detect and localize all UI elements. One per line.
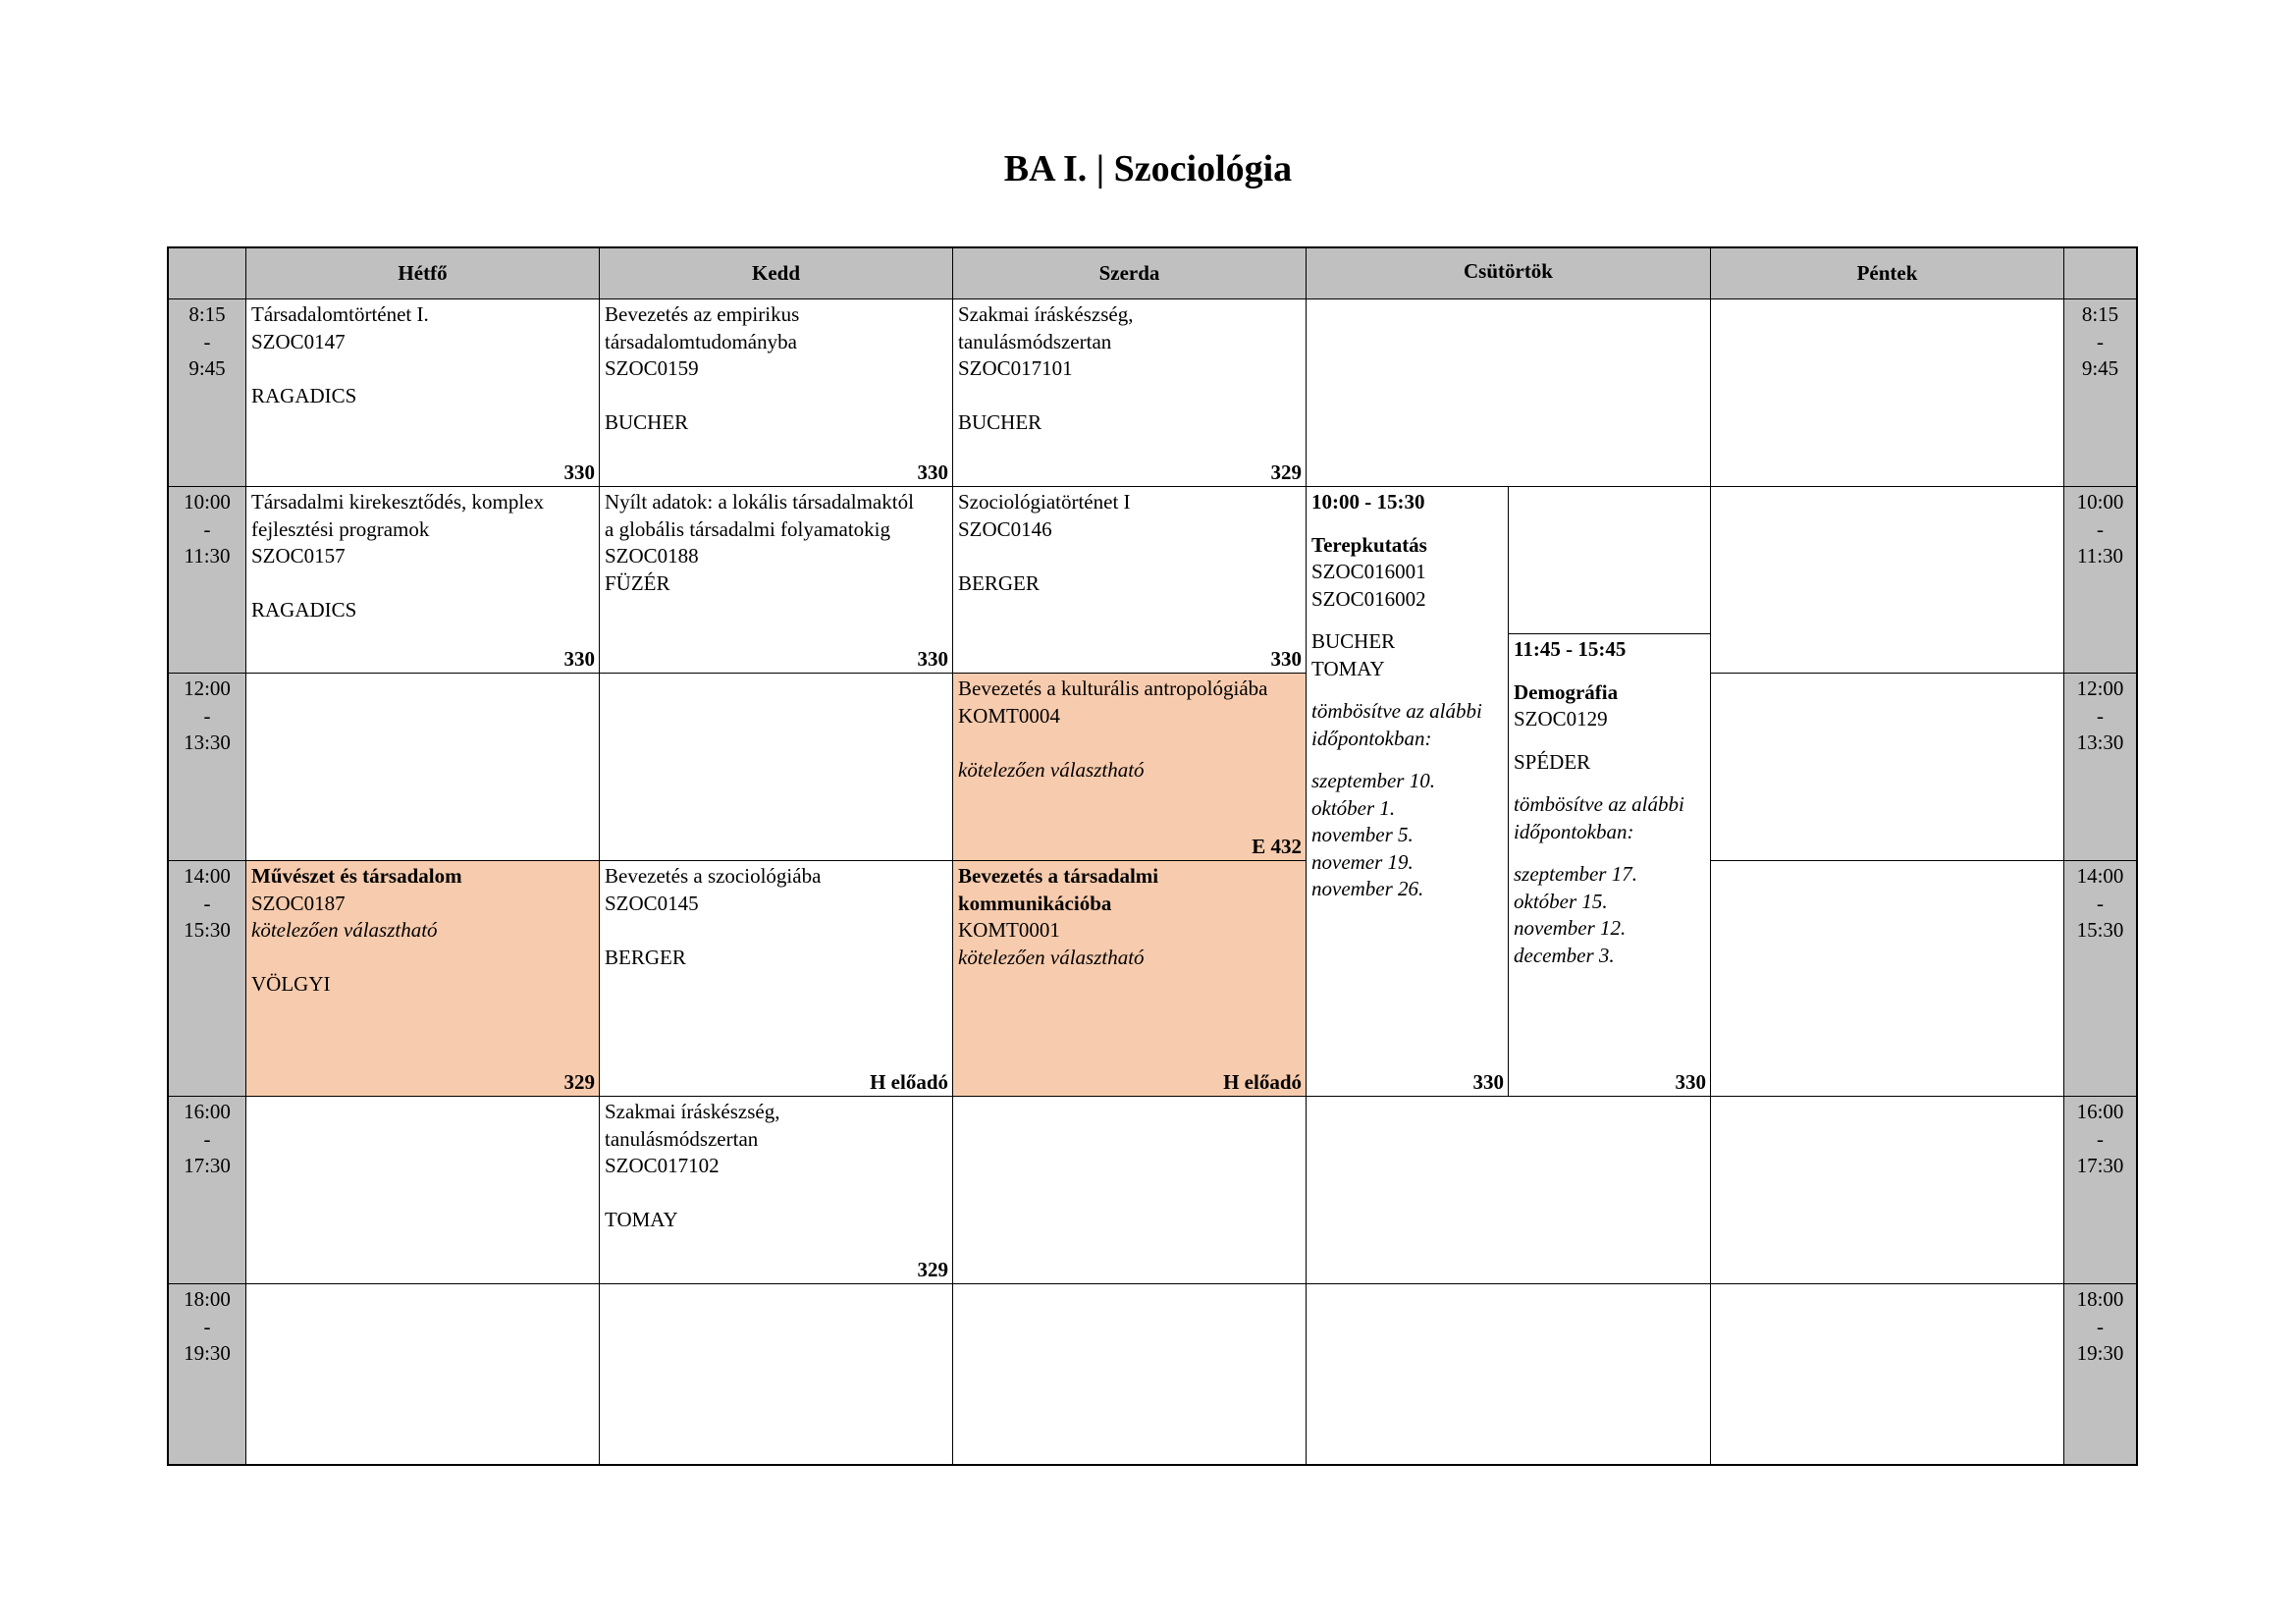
course-cell-thursday-terepkutatas: 10:00 - 15:30 Terepkutatás SZOC016001 SZOC016002 BUCHER TOMAY tömbösítve az alábbi időpontokban: szeptember 10. október 1. november 5. novemer 19. november 26. 330	[1307, 487, 1509, 1097]
time-slot-right: 18:00 - 19:30	[2064, 1284, 2136, 1464]
course-cell-thursday-demografia: 11:45 - 15:45 Demográfia SZOC0129 SPÉDER tömbösítve az alábbi időpontokban: szeptember 17. október 15. november 12. december 3. 330	[1509, 634, 1711, 1097]
time-slot-left: 14:00 - 15:30	[169, 861, 246, 1097]
time-slot-left: 18:00 - 19:30	[169, 1284, 246, 1464]
time-slot-right: 10:00 - 11:30	[2064, 487, 2136, 674]
time-slot-right: 12:00 - 13:30	[2064, 674, 2136, 861]
room-number: 330	[1270, 646, 1302, 671]
course-cell-tuesday-4: Bevezetés a szociológiába SZOC0145 BERGER H előadó	[600, 861, 953, 1097]
room-number: 330	[1675, 1069, 1706, 1094]
room-number: H előadó	[1223, 1069, 1302, 1094]
page-title: BA I. | Szociológia	[1003, 148, 1293, 189]
header-day-monday: Hétfő	[246, 248, 600, 299]
room-number: H előadó	[870, 1069, 948, 1094]
empty-cell-friday-1	[1711, 299, 2064, 487]
timetable	[167, 246, 2138, 1466]
empty-cell-friday-3	[1711, 674, 2064, 861]
room-number: 329	[563, 1069, 595, 1094]
time-slot-left: 16:00 - 17:30	[169, 1097, 246, 1284]
room-number: 330	[917, 460, 948, 484]
empty-cell-monday-3	[246, 674, 600, 861]
empty-cell-wednesday-5	[953, 1097, 1307, 1284]
empty-cell-thursday-6	[1307, 1284, 1711, 1464]
course-cell-wednesday-3: Bevezetés a kulturális antropológiába KOMT0004 kötelezően választható E 432	[953, 674, 1307, 861]
empty-cell-thursday-1	[1307, 299, 1711, 487]
time-slot-right: 14:00 - 15:30	[2064, 861, 2136, 1097]
room-number: 329	[917, 1257, 948, 1281]
course-cell-wednesday-4: Bevezetés a társadalmi kommunikációba KOMT0001 kötelezően választható H előadó	[953, 861, 1307, 1097]
empty-cell-thursday-sub	[1509, 487, 1711, 634]
header-day-tuesday: Kedd	[600, 248, 953, 299]
course-cell-tuesday-1: Bevezetés az empirikus társadalomtudományba SZOC0159 BUCHER 330	[600, 299, 953, 487]
empty-cell-wednesday-6	[953, 1284, 1307, 1464]
course-cell-wednesday-1: Szakmai íráskészség, tanulásmódszertan SZOC017101 BUCHER 329	[953, 299, 1307, 487]
room-number: 330	[917, 646, 948, 671]
empty-cell-tuesday-6	[600, 1284, 953, 1464]
empty-cell-friday-2	[1711, 487, 2064, 674]
empty-cell-friday-5	[1711, 1097, 2064, 1284]
time-slot-left: 8:15 - 9:45	[169, 299, 246, 487]
header-day-friday: Péntek	[1711, 248, 2064, 299]
time-slot-right: 8:15 - 9:45	[2064, 299, 2136, 487]
empty-cell-thursday-5	[1307, 1097, 1711, 1284]
empty-cell-monday-5	[246, 1097, 600, 1284]
room-number: 330	[563, 460, 595, 484]
header-corner-right	[2064, 248, 2136, 299]
empty-cell-friday-4	[1711, 861, 2064, 1097]
course-cell-monday-4: Művészet és társadalom SZOC0187 kötelezően választható VÖLGYI 329	[246, 861, 600, 1097]
course-cell-monday-1: Társadalomtörténet I. SZOC0147 RAGADICS 330	[246, 299, 600, 487]
empty-cell-friday-6	[1711, 1284, 2064, 1464]
course-cell-monday-2: Társadalmi kirekesztődés, komplex fejlesztési programok SZOC0157 RAGADICS 330	[246, 487, 600, 674]
room-number: E 432	[1252, 834, 1302, 858]
empty-cell-tuesday-3	[600, 674, 953, 861]
header-day-wednesday: Szerda	[953, 248, 1307, 299]
course-cell-tuesday-2: Nyílt adatok: a lokális társadalmaktól a globális társadalmi folyamatokig SZOC0188 FÜZÉR 330	[600, 487, 953, 674]
course-cell-tuesday-5: Szakmai íráskészség, tanulásmódszertan SZOC017102 TOMAY 329	[600, 1097, 953, 1284]
time-slot-left: 10:00 - 11:30	[169, 487, 246, 674]
time-slot-left: 12:00 - 13:30	[169, 674, 246, 861]
course-cell-wednesday-2: Szociológiatörténet I SZOC0146 BERGER 330	[953, 487, 1307, 674]
room-number: 330	[563, 646, 595, 671]
room-number: 329	[1270, 460, 1302, 484]
empty-cell-monday-6	[246, 1284, 600, 1464]
header-day-thursday: Csütörtök	[1307, 248, 1711, 299]
room-number: 330	[1472, 1069, 1504, 1094]
time-slot-right: 16:00 - 17:30	[2064, 1097, 2136, 1284]
header-corner-left	[169, 248, 246, 299]
